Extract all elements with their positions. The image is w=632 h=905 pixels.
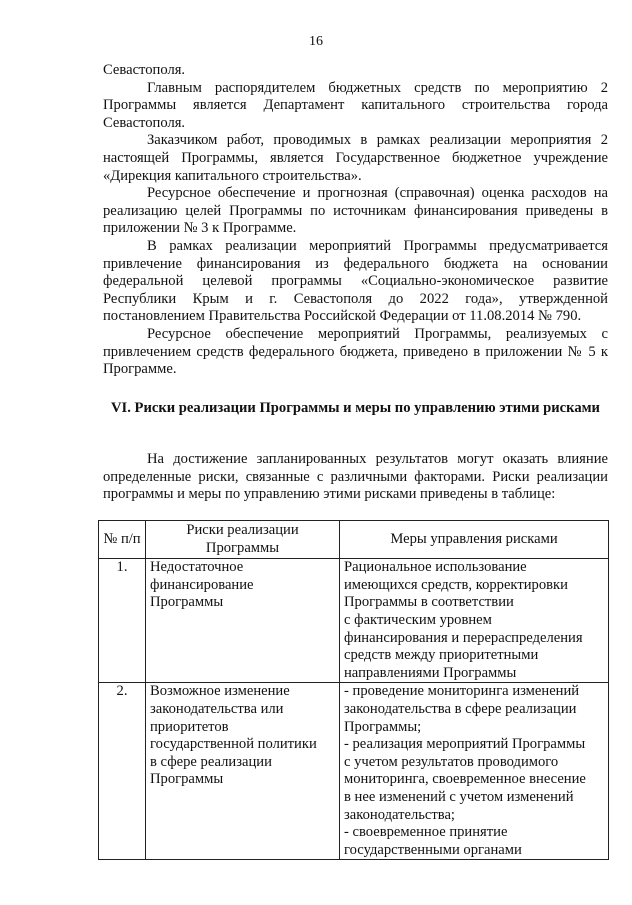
cell-line: в нее изменений с учетом изменений [344, 788, 574, 805]
header-measures: Меры управления рисками [340, 521, 609, 559]
cell-line: приоритетов [150, 718, 229, 735]
row-number: 1. [99, 559, 146, 683]
section-title: VI. Риски реализации Программы и меры по управлению этими рисками [111, 400, 600, 416]
paragraph: Заказчиком работ, проводимых в рамках реализации мероприятия 2 настоящей Программы, является Государственное бюджетное учреждение «Дирекция капитального строительства». [103, 132, 608, 184]
paragraph: Севастополя. [103, 62, 186, 78]
risk-cell [146, 559, 340, 683]
cell-line: направлениями Программы [344, 664, 517, 681]
measures-cell [340, 559, 609, 683]
row-number: 2. [99, 683, 146, 860]
body-text [103, 62, 608, 379]
cell-line: - проведение мониторинга изменений [344, 683, 580, 700]
cell-line: законодательства; [344, 806, 455, 823]
cell-line: имеющихся средств, корректировки [344, 576, 568, 593]
cell-line: Программы; [344, 718, 422, 735]
cell-line: финансирование [150, 576, 254, 593]
paragraph: На достижение запланированных результатов могут оказать влияние определенные риски, связанные с различными факторами. Риски реализации программы и меры по управлению этими рисками приведены в таблице: [103, 451, 608, 503]
measures-cell [340, 683, 609, 860]
cell-line: средств между приоритетными [344, 647, 539, 664]
table-row [99, 559, 609, 683]
cell-line: финансирования и перераспределения [344, 629, 583, 646]
cell-line: законодательства в сфере реализации [344, 700, 577, 717]
cell-line: в сфере реализации [150, 753, 272, 770]
cell-line: Программы [150, 594, 224, 611]
risk-cell [146, 683, 340, 860]
paragraph: В рамках реализации мероприятий Программы предусматривается привлечение финансирования из федерального бюджета на основании федеральной целевой программы «Социально-экономическое развитие Республики Крым и г. Севастополя до 2022 года», утвержденной постановлением Правительства Российской Федерации от 11.08.2014 № 790. [103, 237, 608, 325]
cell-line: Рациональное использование [344, 559, 527, 576]
cell-line: Программы в соответствии [344, 594, 514, 611]
cell-line: мониторинга, своевременное внесение [344, 771, 586, 788]
cell-line: Недостаточное [150, 559, 244, 576]
cell-line: Возможное изменение [150, 683, 290, 700]
paragraph: Ресурсное обеспечение и прогнозная (справочная) оценка расходов на реализацию целей Программы по источникам финансирования приведены в приложении № 3 к Программе. [103, 185, 608, 237]
cell-line: - реализация мероприятий Программы [344, 736, 586, 753]
cell-line: с учетом результатов проводимого [344, 753, 559, 770]
table-header-row [99, 521, 609, 559]
risks-table [98, 520, 609, 860]
cell-line: законодательства или [150, 700, 284, 717]
cell-line: Программы [150, 771, 224, 788]
paragraph: Главным распорядителем бюджетных средств по мероприятию 2 Программы является Департамент капитального строительства города Севастополя. [103, 79, 608, 131]
cell-line: - своевременное принятие [344, 824, 508, 841]
header-risk: Риски реализации Программы [146, 521, 340, 559]
header-number: № п/п [99, 521, 146, 559]
page-number: 16 [309, 34, 323, 49]
cell-line: с фактическим уровнем [344, 611, 492, 628]
intro-text [103, 451, 608, 504]
table-row [99, 683, 609, 860]
cell-line: государственными органами [344, 841, 522, 858]
cell-line: государственной политики [150, 736, 317, 753]
paragraph: Ресурсное обеспечение мероприятий Программы, реализуемых с привлечением средств федерального бюджета, приведено в приложении № 5 к Программе. [103, 325, 608, 378]
